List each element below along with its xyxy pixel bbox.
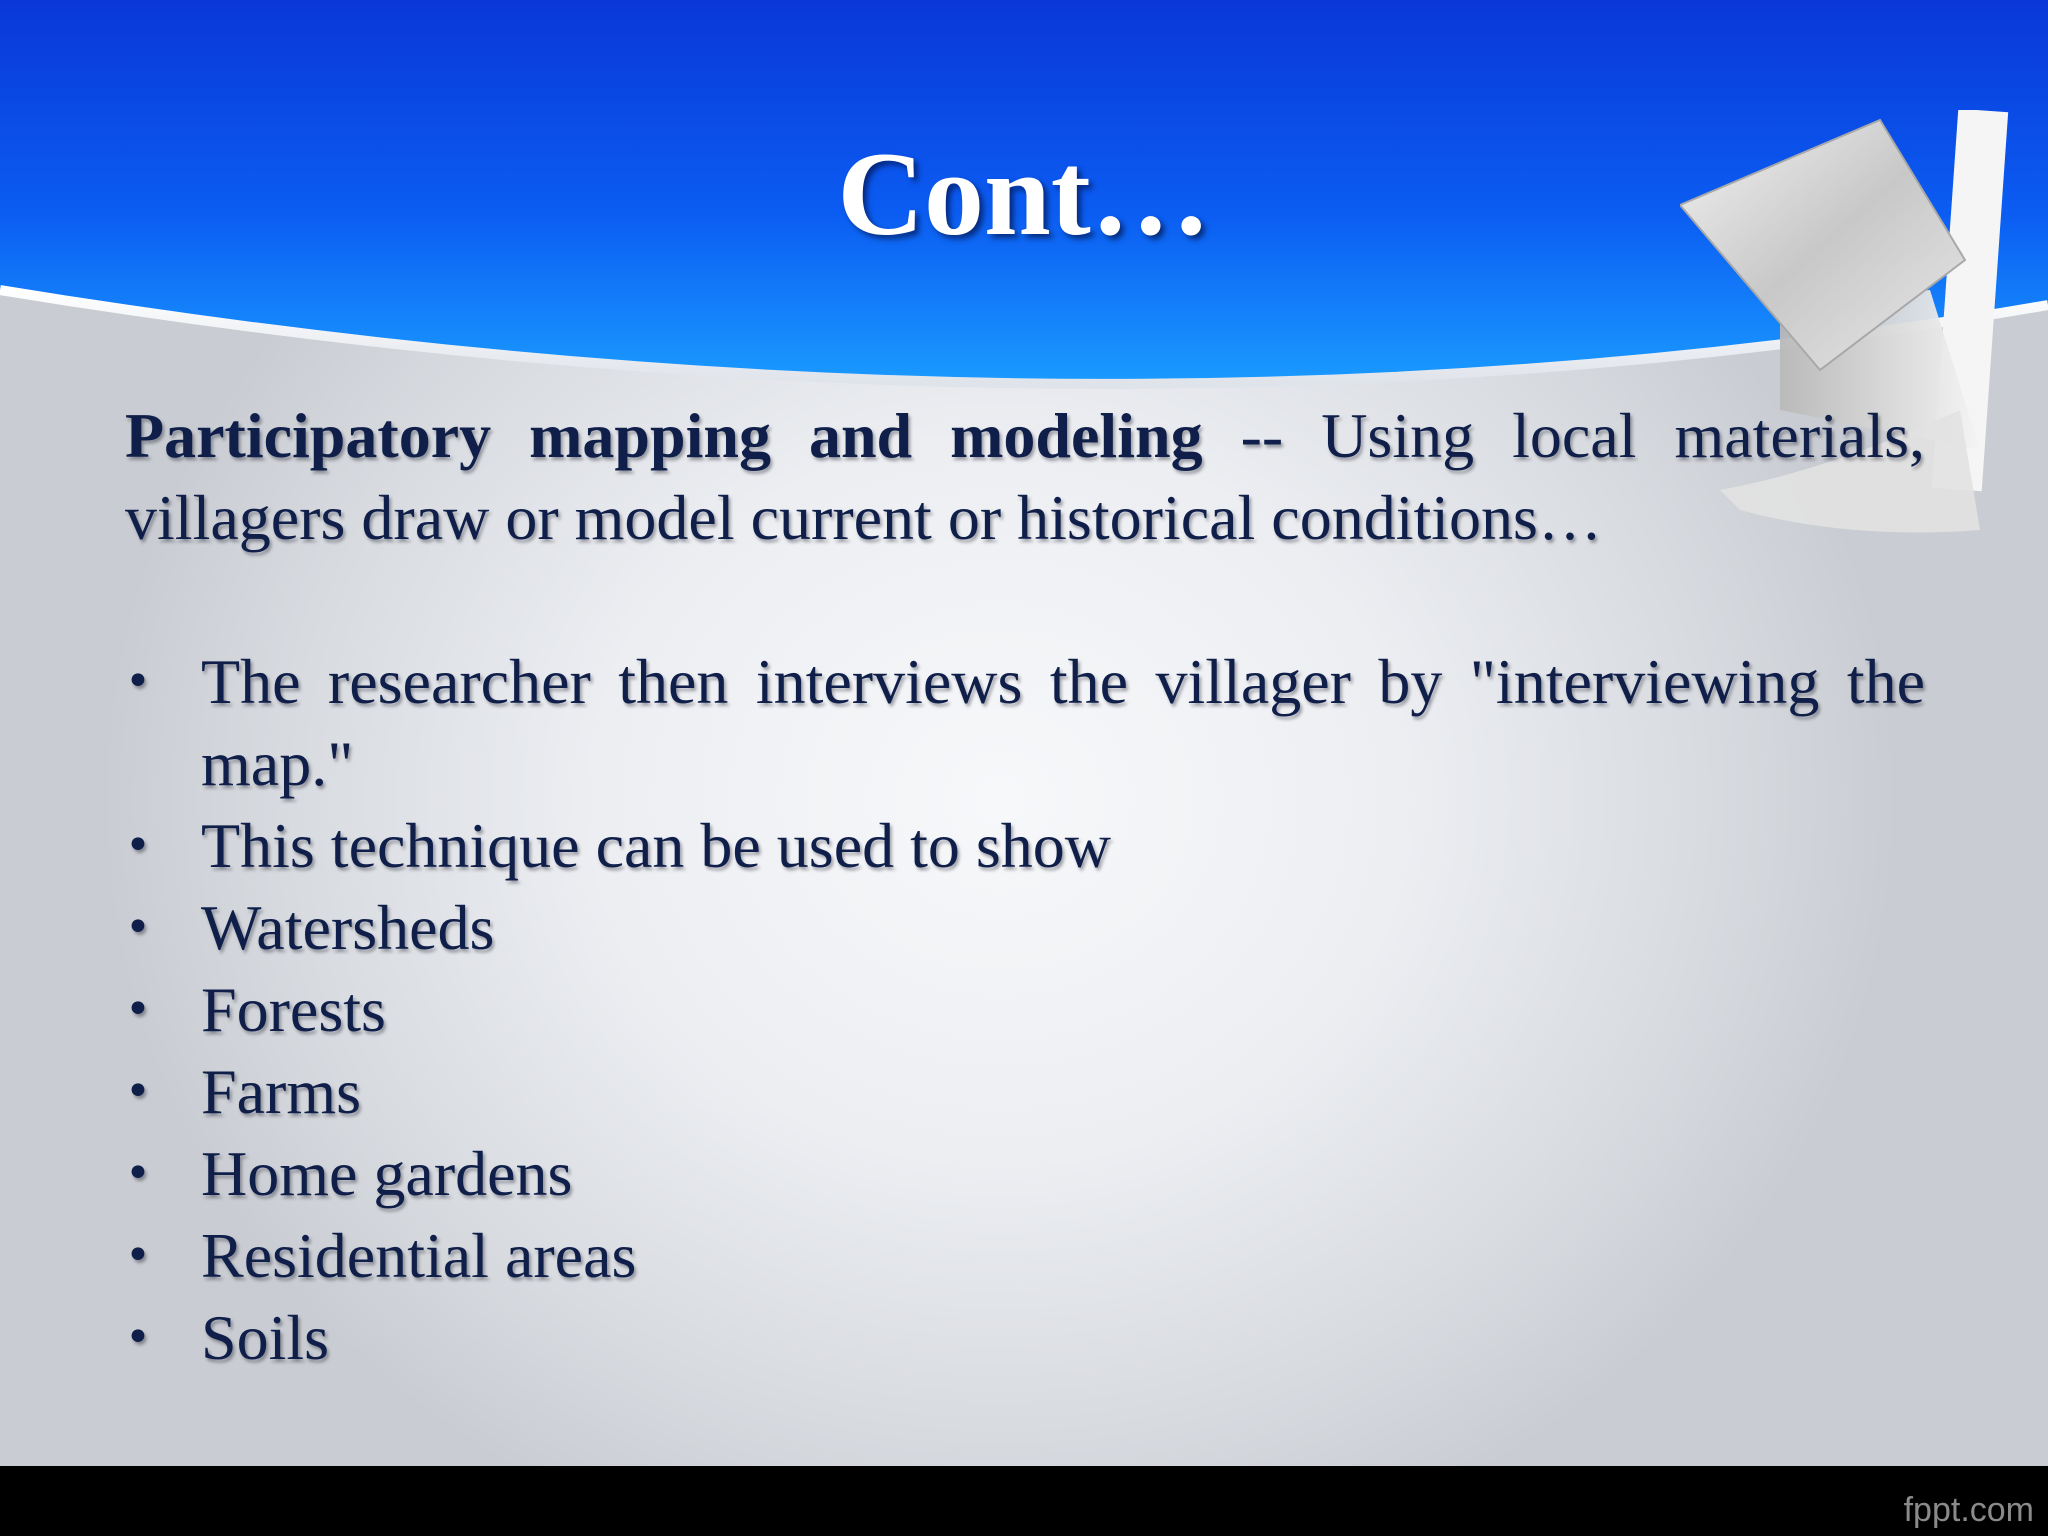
slide-title: Cont…: [837, 127, 1211, 260]
watermark: fppt.com: [1903, 1491, 2034, 1529]
bullet-icon: •: [125, 820, 151, 871]
bullet-item: [125, 805, 1925, 887]
footer-bar: [0, 1466, 2048, 1536]
intro-paragraph: [125, 395, 1925, 559]
bullet-text: Forests: [201, 974, 386, 1045]
bullet-icon: •: [125, 1148, 151, 1199]
bullet-icon: •: [125, 656, 151, 707]
bullet-list: [125, 641, 1925, 1379]
bullet-text: Residential areas: [201, 1220, 637, 1291]
bullet-item: [125, 641, 1925, 805]
bullet-text: This technique can be used to show: [201, 810, 1111, 881]
bullet-text: The researcher then interviews the villager by "interviewing the map.": [201, 646, 1925, 799]
slide-body: [125, 395, 1925, 1379]
bullet-item: [125, 1215, 1925, 1297]
bullet-icon: •: [125, 1312, 151, 1363]
intro-bold-term: Participatory mapping and modeling: [125, 400, 1203, 471]
bullet-text: Home gardens: [201, 1138, 573, 1209]
bullet-icon: •: [125, 984, 151, 1035]
bullet-icon: •: [125, 902, 151, 953]
bullet-text: Watersheds: [201, 892, 495, 963]
bullet-icon: •: [125, 1066, 151, 1117]
bullet-item: [125, 887, 1925, 969]
bullet-text: Farms: [201, 1056, 361, 1127]
bullet-item: [125, 969, 1925, 1051]
bullet-text: Soils: [201, 1302, 330, 1373]
bullet-item: [125, 1297, 1925, 1379]
intro-rest-text: -- Using local materials, villagers draw or model current or historical conditions…: [125, 400, 1926, 553]
bullet-item: [125, 1133, 1925, 1215]
bullet-icon: •: [125, 1230, 151, 1281]
bullet-item: [125, 1051, 1925, 1133]
